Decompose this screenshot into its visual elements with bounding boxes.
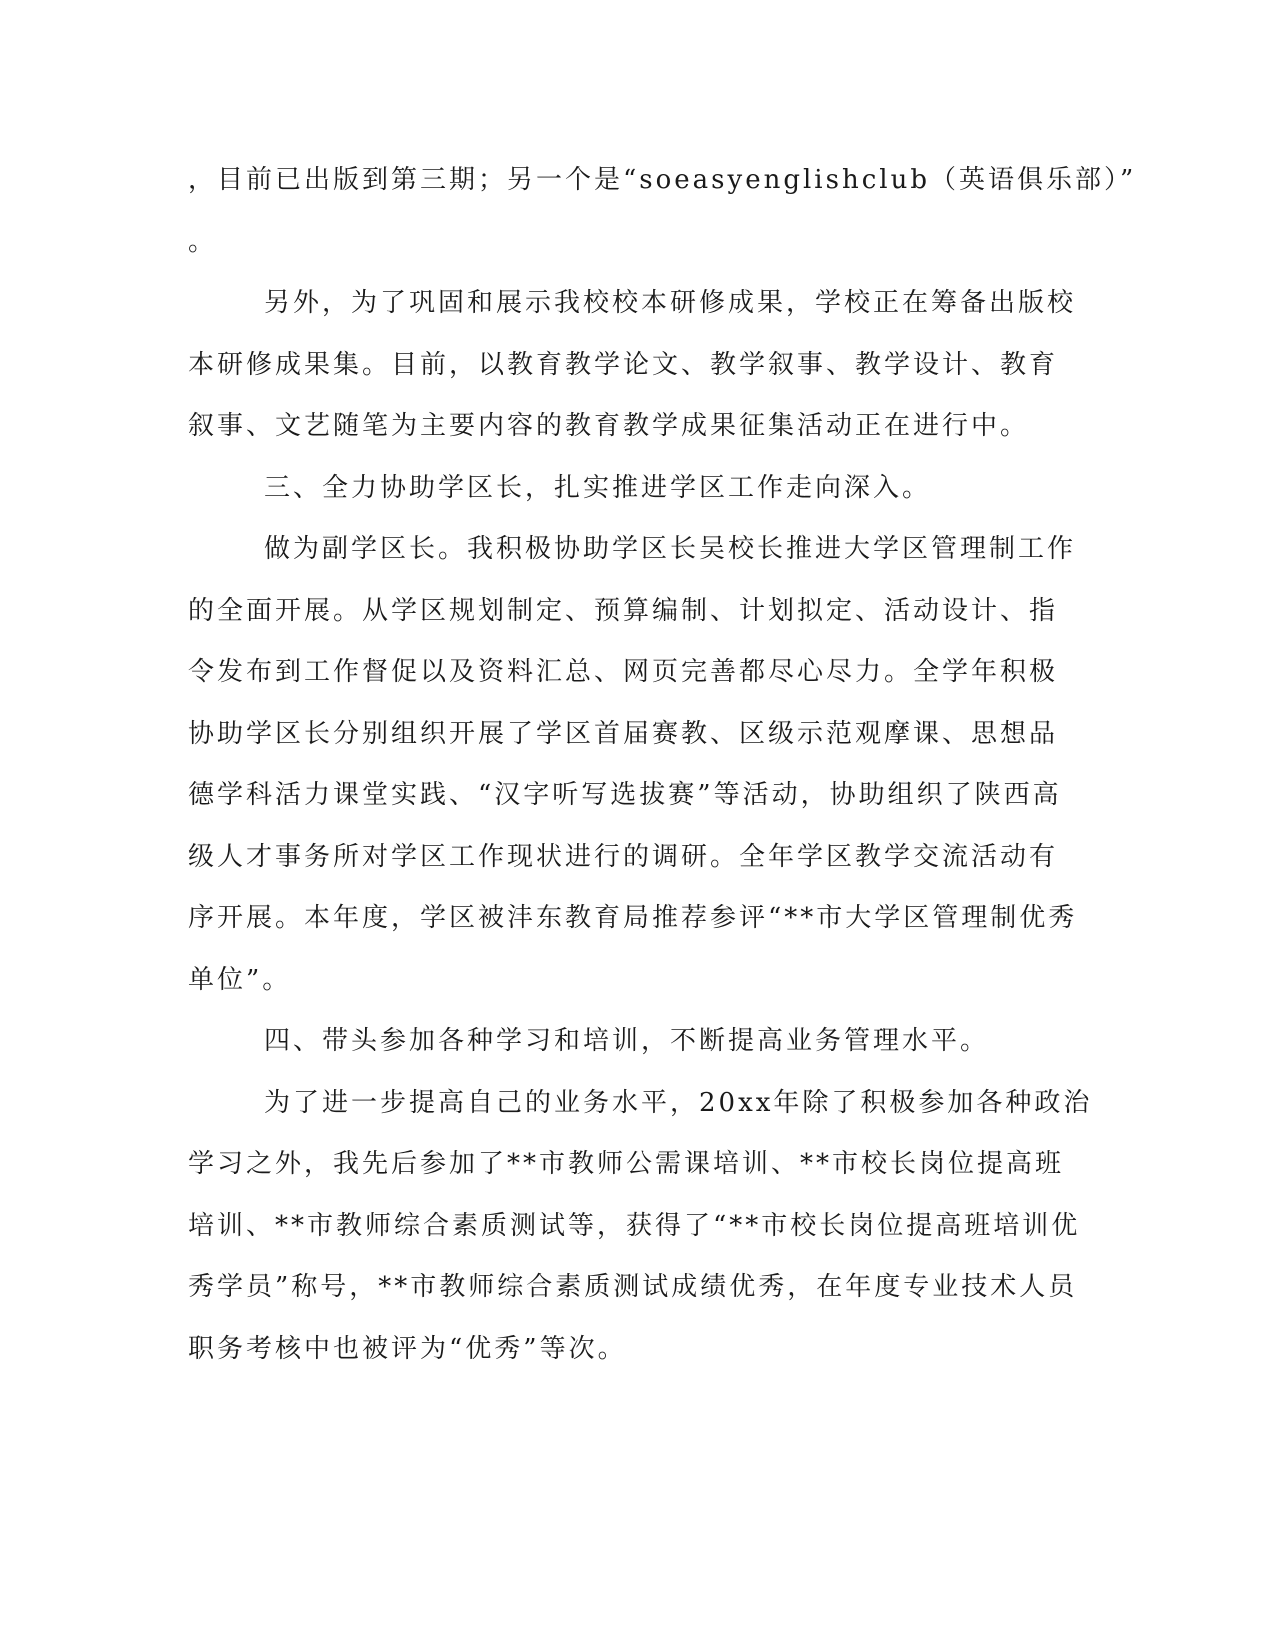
text-line: 职务考核中也被评为“优秀”等次。 — [188, 1333, 627, 1364]
body-text — [188, 162, 1137, 1392]
text-line: 序开展。本年度，学区被沣东教育局推荐参评“**市大学区管理制优秀 — [188, 903, 1078, 933]
paragraph-start-line: 另外，为了巩固和展示我校校本研修成果，学校正在筹备出版校 — [264, 288, 1077, 318]
text-line: ，目前已出版到第三期；另一个是“soeasyenglishclub（英语俱乐部）” — [188, 165, 1137, 195]
text-line: 级人才事务所对学区工作现状进行的调研。全年学区教学交流活动有 — [188, 841, 1059, 872]
text-line: 。 — [188, 226, 218, 257]
text-line: 德学科活力课堂实践、“汉字听写选拔赛”等活动，协助组织了陕西高 — [188, 780, 1062, 810]
text-line: 本研修成果集。目前，以教育教学论文、教学叙事、教学设计、教育 — [188, 349, 1059, 380]
text-line: 的全面开展。从学区规划制定、预算编制、计划拟定、活动设计、指 — [188, 595, 1059, 626]
text-line: 单位”。 — [188, 964, 292, 995]
text-line: 叙事、文艺随笔为主要内容的教育教学成果征集活动正在进行中。 — [188, 411, 1030, 441]
text-line: 令发布到工作督促以及资料汇总、网页完善都尽心尽力。全学年积极 — [188, 657, 1059, 687]
section-heading-4: 四、带头参加各种学习和培训，不断提高业务管理水平。 — [264, 1026, 990, 1056]
text-line: 学习之外，我先后参加了**市教师公需课培训、**市校长岗位提高班 — [188, 1149, 1065, 1179]
text-line: 秀学员”称号，**市教师综合素质测试成绩优秀，在年度专业技术人员 — [188, 1272, 1078, 1302]
section-heading-3: 三、全力协助学区长，扎实推进学区工作走向深入。 — [264, 472, 932, 503]
paragraph-start-line: 做为副学区长。我积极协助学区长吴校长推进大学区管理制工作 — [264, 534, 1077, 564]
paragraph-start-line: 为了进一步提高自己的业务水平，20xx年除了积极参加各种政治 — [264, 1087, 1093, 1118]
text-line: 培训、**市教师综合素质测试等，获得了“**市校长岗位提高班培训优 — [188, 1210, 1081, 1241]
text-line: 协助学区长分别组织开展了学区首届赛教、区级示范观摩课、思想品 — [188, 718, 1059, 749]
